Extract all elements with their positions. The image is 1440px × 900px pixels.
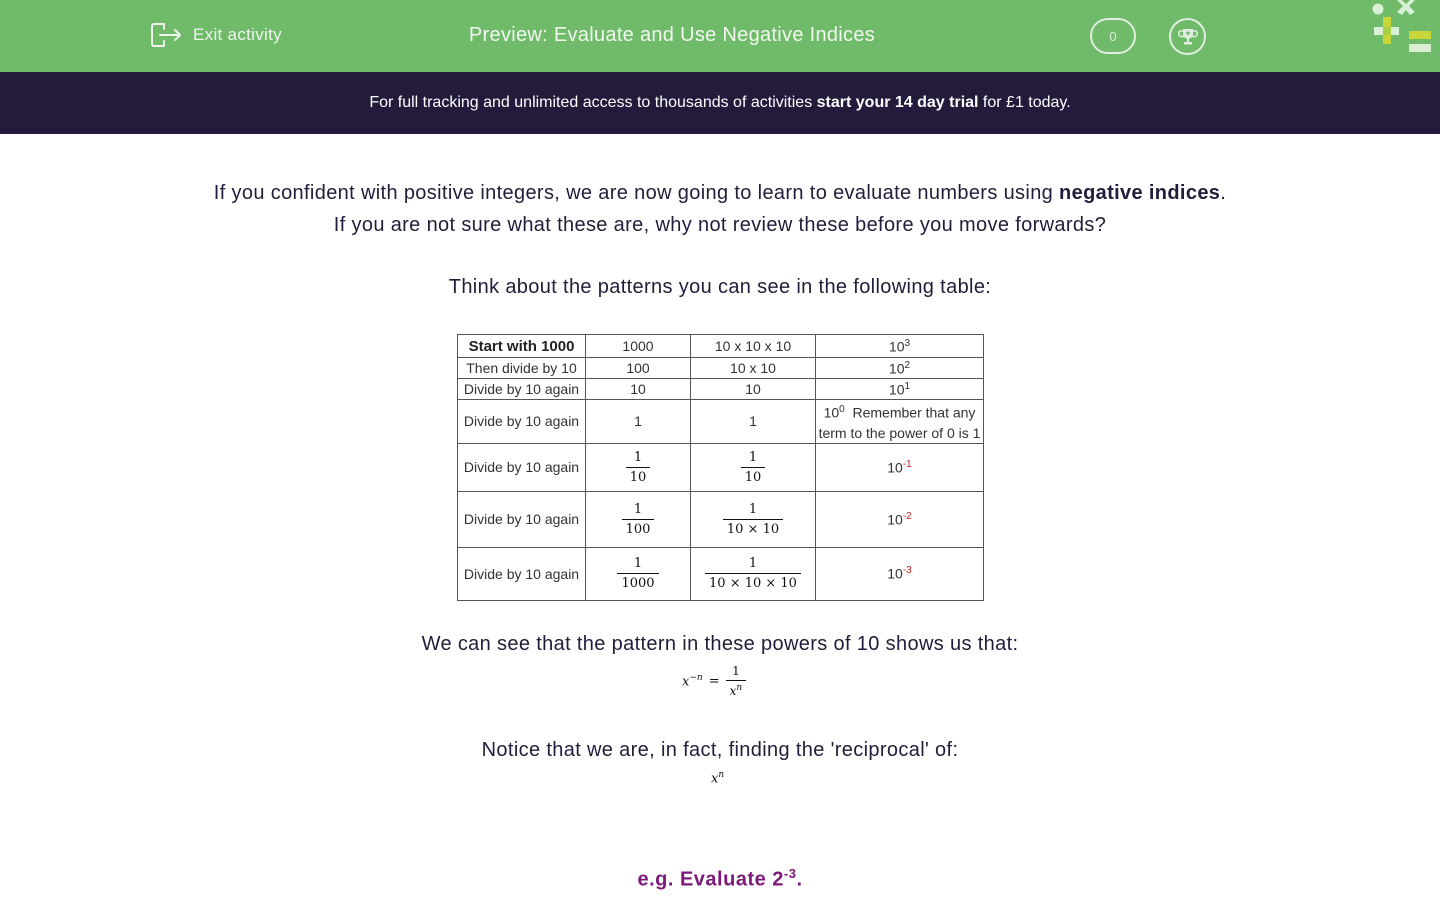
- row-expanded: $\frac{1}{10 \times 10 \times 10}$: [691, 547, 816, 600]
- trial-banner: [0, 72, 1440, 134]
- row-power: $10^1$: [816, 379, 984, 400]
- row-value: 1000: [586, 335, 691, 358]
- table-row: [458, 491, 984, 547]
- table-row: [458, 379, 984, 400]
- intro-text: If you confident with positive integers, we are now going to learn to evaluate numbers using: [213, 182, 1060, 204]
- row-power: $10^{-2}$: [816, 491, 984, 547]
- row-value: 100: [586, 358, 691, 379]
- table-row: [458, 335, 984, 358]
- page-title: Preview: Evaluate and Use Negative Indices: [468, 24, 876, 46]
- intro-text-end: .: [1220, 182, 1227, 204]
- reciprocal-text: Notice that we are, in fact, finding the 'reciprocal' of:: [481, 739, 959, 761]
- row-power: $10^{-1}$: [816, 443, 984, 491]
- intro-line-2: If you are not sure what these are, why not review these before you move forwards?: [333, 214, 1107, 236]
- row-value: $\frac{1}{100}$: [586, 491, 691, 547]
- table-row: [458, 443, 984, 491]
- row-value: $\frac{1}{10}$: [586, 443, 691, 491]
- trophy-button[interactable]: [1169, 18, 1206, 55]
- banner-text-prefix: For full tracking and unlimited access to thousands of activities: [369, 94, 817, 111]
- score-badge[interactable]: [1090, 18, 1136, 54]
- row-label: Divide by 10 again: [458, 379, 586, 400]
- score-value: 0: [1109, 28, 1117, 44]
- trophy-icon: [1177, 26, 1199, 48]
- row-value: $\frac{1}{1000}$: [586, 547, 691, 600]
- top-bar: [0, 0, 1440, 72]
- row-label: Then divide by 10: [458, 358, 586, 379]
- row-expanded: 1: [691, 400, 816, 444]
- row-expanded: $\frac{1}{10}$: [691, 443, 816, 491]
- row-expanded: 10 x 10 x 10: [691, 335, 816, 358]
- row-label: Start with 1000: [458, 335, 586, 358]
- row-power: $10^2$: [816, 358, 984, 379]
- brand-logo: [1368, 0, 1440, 56]
- negative-index-formula: $x^{-n}$ = $\frac{1}{x^n}$: [682, 664, 746, 698]
- intro-line-1: [0, 182, 1440, 205]
- row-label: Divide by 10 again: [458, 400, 586, 444]
- row-power: $10^3$: [816, 335, 984, 358]
- row-expanded: 10 x 10: [691, 358, 816, 379]
- table-row: [458, 400, 984, 444]
- intro-line-3: Think about the patterns you can see in the following table:: [448, 276, 992, 298]
- row-label: Divide by 10 again: [458, 443, 586, 491]
- table-row: [458, 358, 984, 379]
- row-value: 1: [586, 400, 691, 444]
- row-label: Divide by 10 again: [458, 491, 586, 547]
- row-power: $10^0$ Remember that any term to the power of 0 is 1: [816, 400, 984, 444]
- row-expanded: 10: [691, 379, 816, 400]
- example-heading: e.g. Evaluate $2^{-3}$.: [637, 866, 803, 891]
- pattern-text: We can see that the pattern in these powers of 10 shows us that:: [421, 633, 1019, 655]
- row-value: 10: [586, 379, 691, 400]
- exit-activity-label: Exit activity: [193, 25, 282, 44]
- intro-bold-term: negative indices: [1059, 182, 1221, 204]
- table-row: [458, 547, 984, 600]
- power-zero-note: Remember that any term to the power of 0 is 1: [818, 404, 981, 441]
- row-label: Divide by 10 again: [458, 547, 586, 600]
- powers-of-ten-table: [457, 334, 984, 601]
- row-expanded: $\frac{1}{10 \times 10}$: [691, 491, 816, 547]
- row-power: $10^{-3}$: [816, 547, 984, 600]
- reciprocal-term: $x^n$: [711, 770, 725, 787]
- banner-text-suffix: for £1 today.: [978, 94, 1071, 111]
- trial-link[interactable]: start your 14 day trial: [816, 94, 979, 111]
